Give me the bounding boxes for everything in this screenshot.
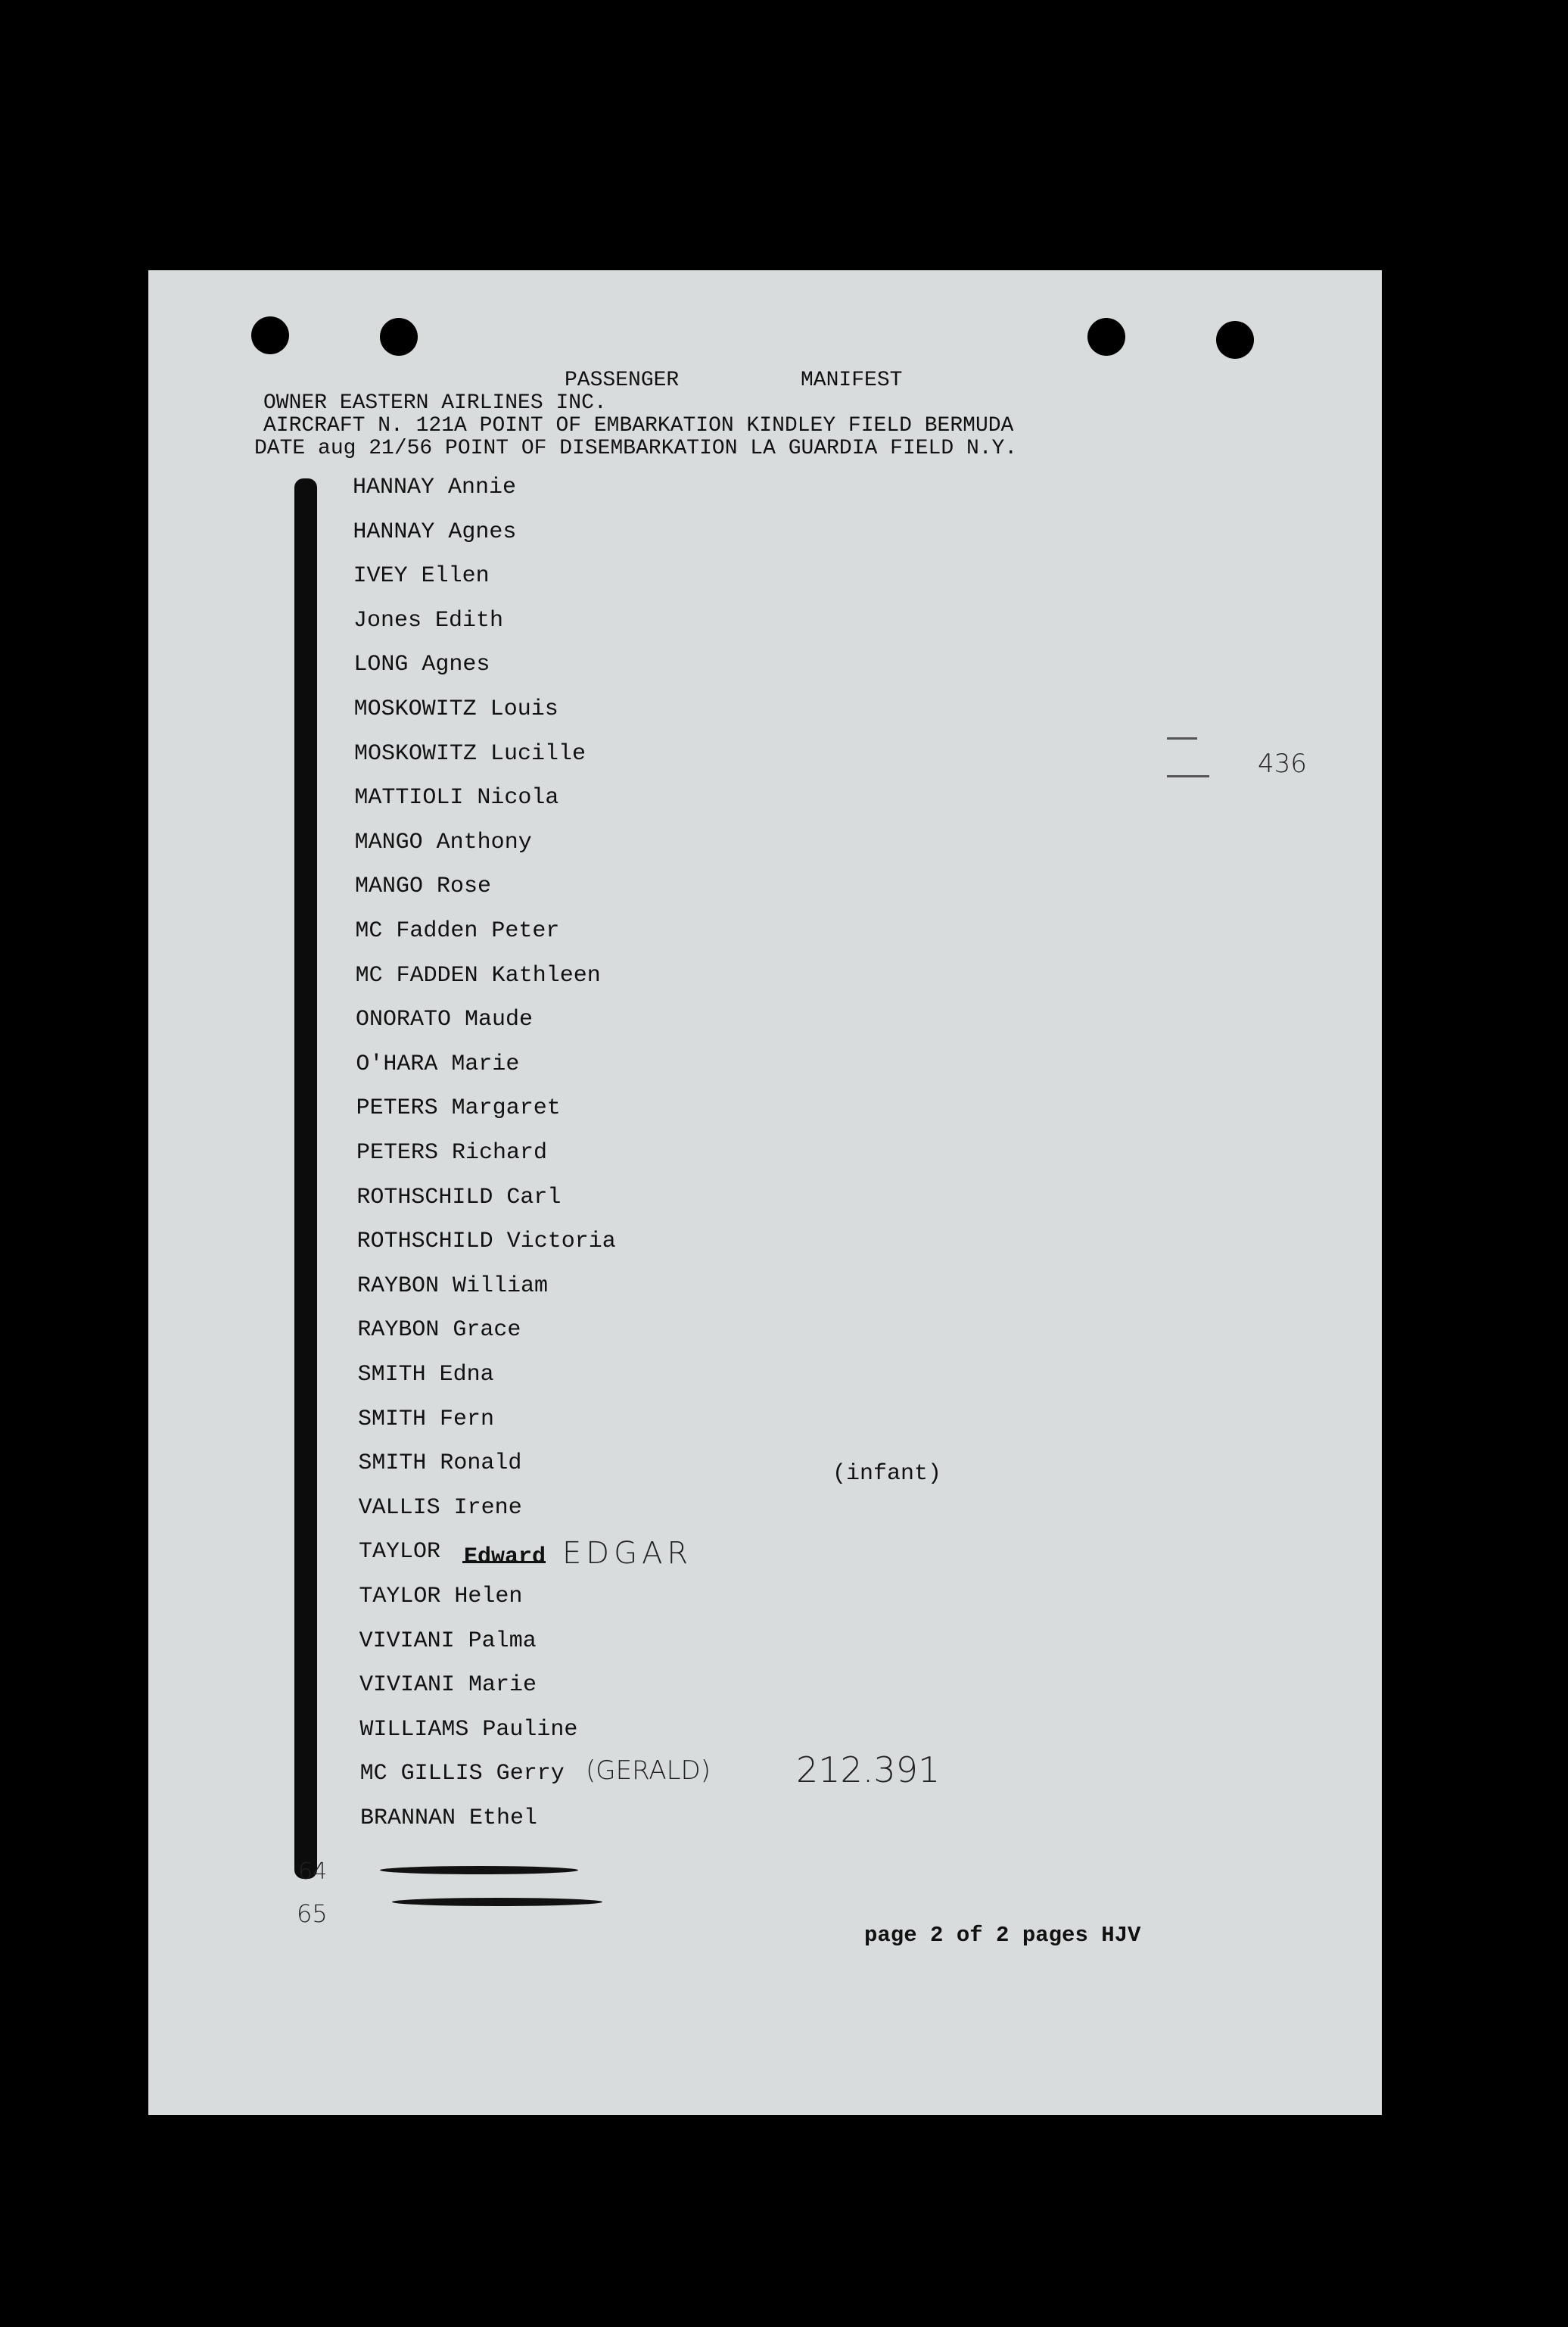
- passenger-name: VALLIS Irene: [358, 1494, 522, 1521]
- manifest-page: [148, 270, 1382, 2115]
- passenger-name: MC GILLIS Gerry: [359, 1761, 565, 1787]
- stamp-number: 436: [1258, 749, 1307, 779]
- passenger-name: RAYBON William: [357, 1273, 549, 1299]
- owner-line: OWNER EASTERN AIRLINES INC.: [263, 391, 607, 415]
- passenger-name: SMITH Fern: [358, 1406, 495, 1432]
- ink-strike: [380, 1866, 578, 1874]
- redaction-bar: [294, 478, 317, 1879]
- passenger-name: MOSKOWITZ Lucille: [354, 740, 586, 767]
- passenger-name: PETERS Richard: [356, 1140, 548, 1166]
- punch-hole: [251, 316, 289, 354]
- passenger-name: MOSKOWITZ Louis: [353, 696, 558, 722]
- passenger-name: BRANNAN Ethel: [360, 1805, 538, 1831]
- passenger-name: ONORATO Maude: [356, 1007, 534, 1033]
- passenger-name: VIVIANI Marie: [359, 1672, 537, 1699]
- passenger-name: MC FADDEN Kathleen: [355, 962, 601, 989]
- passenger-name: ROTHSCHILD Carl: [356, 1184, 562, 1210]
- struck-line-number: 64: [298, 1858, 328, 1885]
- footer-number: 65: [297, 1899, 328, 1928]
- page-note: page 2 of 2 pages HJV: [864, 1923, 1141, 1948]
- manifest-title-passenger: PASSENGER: [565, 369, 680, 392]
- passenger-name: ROTHSCHILD Victoria: [356, 1229, 616, 1255]
- stamp-marks: [1167, 775, 1209, 777]
- passenger-name: SMITH Edna: [357, 1362, 494, 1388]
- manifest-title-manifest: MANIFEST: [801, 369, 903, 392]
- passenger-name: Jones Edith: [353, 607, 504, 634]
- passenger-name: MATTIOLI Nicola: [354, 785, 559, 811]
- taylor-struck-name: Edward: [464, 1544, 546, 1570]
- punch-hole: [380, 318, 418, 356]
- passenger-name: HANNAY Annie: [353, 475, 517, 500]
- passenger-name: MANGO Anthony: [354, 829, 532, 855]
- date-line: DATE aug 21/56 POINT OF DISEMBARKATION LA GUARDIA FIELD N.Y.: [254, 437, 1018, 460]
- stamp-marks: [1167, 737, 1197, 740]
- passenger-name: O'HARA Marie: [356, 1051, 520, 1077]
- passenger-name: HANNAY Agnes: [353, 519, 517, 545]
- taylor-handwritten-name: EDGAR: [562, 1536, 693, 1571]
- passenger-name: SMITH Ronald: [358, 1450, 522, 1477]
- passenger-name: MC Fadden Peter: [355, 918, 560, 944]
- gerald-note: (GERALD): [586, 1755, 711, 1786]
- infant-note: (infant): [832, 1461, 942, 1487]
- aircraft-line: AIRCRAFT N. 121A POINT OF EMBARKATION KINDLEY FIELD BERMUDA: [263, 414, 1014, 438]
- passenger-name: RAYBON Grace: [357, 1317, 521, 1344]
- ink-strike: [392, 1898, 602, 1906]
- passenger-name: LONG Agnes: [353, 652, 490, 678]
- passenger-name: WILLIAMS Pauline: [359, 1716, 578, 1743]
- punch-hole: [1087, 318, 1125, 356]
- passenger-name: IVEY Ellen: [353, 563, 490, 590]
- passenger-name: VIVIANI Palma: [359, 1628, 537, 1654]
- passenger-name: PETERS Margaret: [356, 1095, 561, 1122]
- passenger-name: TAYLOR: [359, 1539, 441, 1565]
- passenger-name: TAYLOR Helen: [359, 1584, 523, 1609]
- punch-hole: [1216, 321, 1254, 359]
- gerald-number: 212.391: [796, 1749, 941, 1790]
- passenger-name: MANGO Rose: [355, 874, 492, 900]
